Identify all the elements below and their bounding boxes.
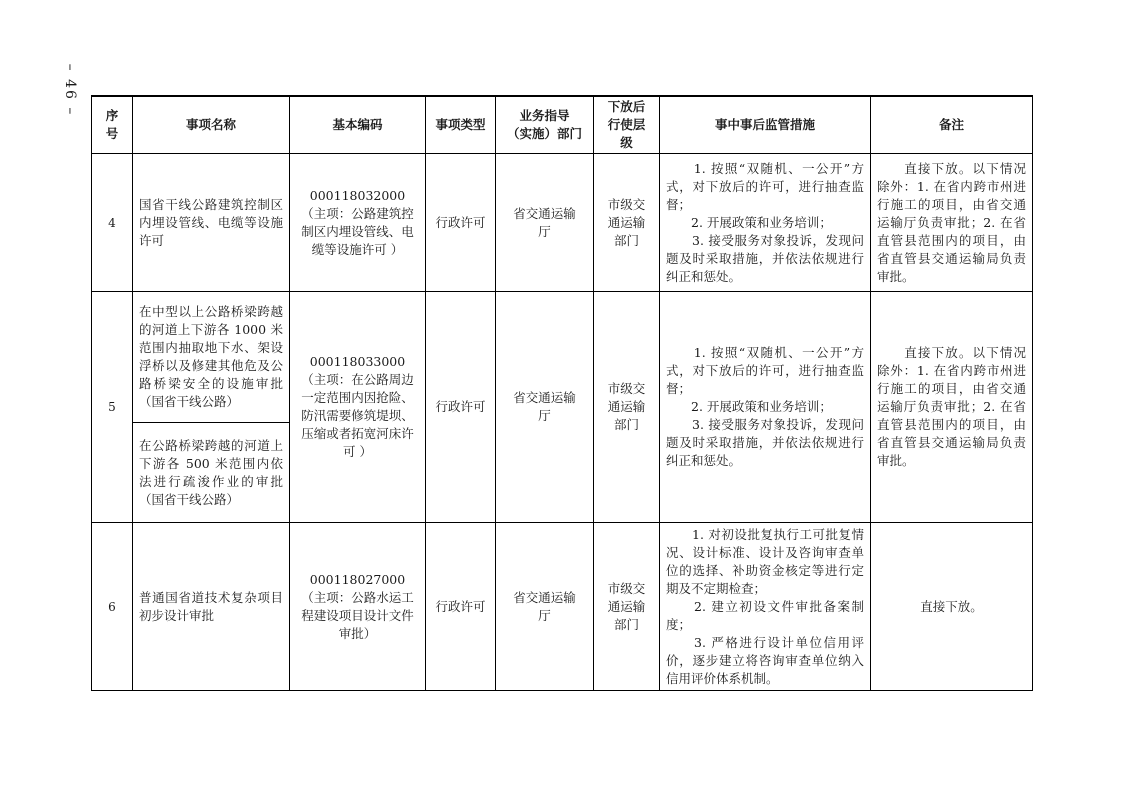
- header-level: 下放后 行使层 级: [594, 96, 660, 154]
- table-row: [92, 523, 1033, 691]
- row-level: 市级交 通运输 部门: [594, 154, 660, 292]
- row-remark: 直接下放。以下情况除外：1. 在省内跨市州进行施工的项目，由省交通运输厅负责审批；2. 在省直管县范围内的项目，由省直管县交通运输局负责审批。: [871, 154, 1033, 292]
- row-dept: 省交通运输 厅: [496, 154, 594, 292]
- row-code: 000118033000 （主项：在公路周边一定范围内因抢险、防汛需要修筑堤坝、压缩或者拓宽河床许可 ）: [290, 292, 426, 523]
- header-name: 事项名称: [133, 96, 290, 154]
- delegation-table: [91, 95, 1033, 691]
- row-code: 000118027000 （主项：公路水运工程建设项目设计文件审批）: [290, 523, 426, 691]
- header-dept: 业务指导 （实施）部门: [496, 96, 594, 154]
- row-type: 行政许可: [426, 154, 496, 292]
- table-row: [92, 154, 1033, 292]
- header-remark: 备注: [871, 96, 1033, 154]
- header-type: 事项类型: [426, 96, 496, 154]
- row-measures: 1. 对初设批复执行工可批复情况、设计标准、设计及咨询审查单位的选择、补助资金核定等进行定期及不定期检查； 2. 建立初设文件审批备案制度； 3. 严格进行设计单位信用评价，逐步建立将咨询审查单位纳入信用评价体系机制。: [660, 523, 871, 691]
- row-seq: 4: [92, 154, 133, 292]
- row-remark: 直接下放。: [871, 523, 1033, 691]
- row-code: 000118032000 （主项：公路建筑控制区内埋设管线、电缆等设施许可 ）: [290, 154, 426, 292]
- row-name-sub: 在公路桥梁跨越的河道上下游各 500 米范围内依法进行疏浚作业的审批（国省干线公路）: [133, 423, 290, 523]
- row-type: 行政许可: [426, 523, 496, 691]
- page-number: – 46 –: [62, 63, 78, 117]
- row-dept: 省交通运输 厅: [496, 523, 594, 691]
- row-level: 市级交 通运输 部门: [594, 523, 660, 691]
- header-measures: 事中事后监管措施: [660, 96, 871, 154]
- row-remark: 直接下放。以下情况除外：1. 在省内跨市州进行施工的项目，由省交通运输厅负责审批；2. 在省直管县范围内的项目，由省直管县交通运输局负责审批。: [871, 292, 1033, 523]
- header-code: 基本编码: [290, 96, 426, 154]
- header-row: [92, 96, 1033, 154]
- row-type: 行政许可: [426, 292, 496, 523]
- row-name: 在中型以上公路桥梁跨越的河道上下游各 1000 米范围内抽取地下水、架设浮桥以及修建其他危及公路桥梁安全的设施审批（国省干线公路）: [133, 292, 290, 423]
- header-seq: 序 号: [92, 96, 133, 154]
- row-name: 国省干线公路建筑控制区内埋设管线、电缆等设施许可: [133, 154, 290, 292]
- row-measures: 1. 按照“双随机、一公开”方式，对下放后的许可，进行抽查监督； 2. 开展政策和业务培训； 3. 接受服务对象投诉，发现问题及时采取措施，并依法依规进行纠正和惩处。: [660, 154, 871, 292]
- row-dept: 省交通运输 厅: [496, 292, 594, 523]
- row-name: 普通国省道技术复杂项目初步设计审批: [133, 523, 290, 691]
- row-seq: 5: [92, 292, 133, 523]
- row-seq: 6: [92, 523, 133, 691]
- row-measures: 1. 按照“双随机、一公开”方式，对下放后的许可，进行抽查监督； 2. 开展政策和业务培训； 3. 接受服务对象投诉，发现问题及时采取措施，并依法依规进行纠正和惩处。: [660, 292, 871, 523]
- table-row: [92, 292, 1033, 423]
- row-level: 市级交 通运输 部门: [594, 292, 660, 523]
